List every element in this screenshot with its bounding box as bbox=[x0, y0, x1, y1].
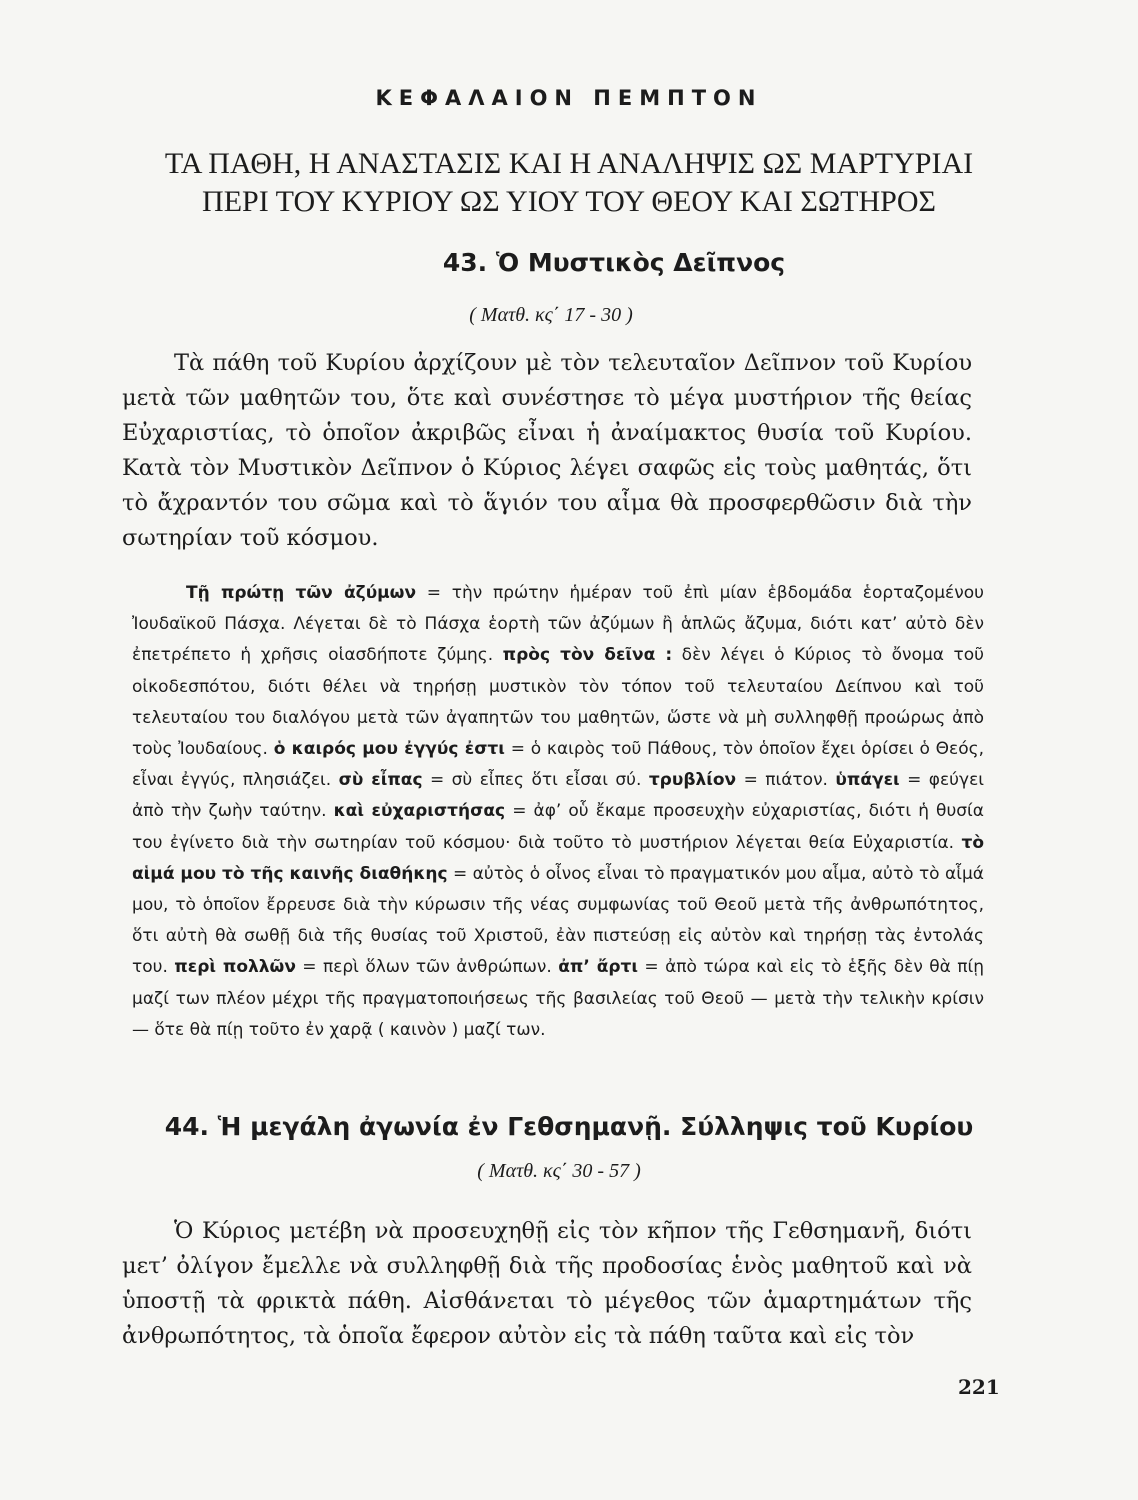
note-text: = ἀπὸ τώρα καὶ εἰς τὸ ἑξῆς δὲν θὰ πίῃ μαζί των πλέον μέχρι τῆς πραγματοποιήσεως τῆς βασιλείας τοῦ Θεοῦ — μετὰ τὴν τελικὴν κρίσιν — ὅτε θὰ πίῃ τοῦτο ἐν χαρᾷ ( καινὸν ) μαζί των. bbox=[132, 957, 985, 1040]
main-title-line-2: ΠΕΡΙ ΤΟΥ ΚΥΡΙΟΥ ΩΣ ΥΙΟΥ ΤΟΥ ΘΕΟΥ ΚΑΙ ΣΩΤΗΡΟΣ bbox=[202, 185, 936, 218]
note-text: = περὶ ὅλων τῶν ἀνθρώπων. bbox=[295, 957, 559, 978]
section-44-paragraph: Ὁ Κύριος μετέβη νὰ προσευχηθῇ εἰς τὸν κῆπον τῆς Γεθσημανῆ, διότι μετ’ ὀλίγον ἔμελλε νὰ συλληφθῇ διὰ τῆς προδοσίας ἑνὸς μαθητοῦ καὶ νὰ ὑποστῇ τὰ φρικτὰ πάθη. Αἰσθάνεται τὸ μέγεθος τῶν ἁμαρτημάτων τῆς ἀνθρωπότητος, τὰ ὁποῖα ἔφερον αὐτὸν εἰς τὰ πάθη ταῦτα καὶ εἰς τὸν bbox=[122, 1218, 972, 1349]
note-text: = σὺ εἶπες ὅτι εἶσαι σύ. bbox=[422, 770, 649, 791]
section-43-reference: ( Ματθ. κς΄ 17 - 30 ) bbox=[469, 304, 633, 326]
page-number: 221 bbox=[958, 1375, 1000, 1399]
note-term: ὁ καιρός μου ἐγγύς ἐστι bbox=[273, 739, 505, 760]
note-term: τρυβλίον bbox=[648, 770, 737, 791]
section-43-paragraph: Τὰ πάθη τοῦ Κυρίου ἀρχίζουν μὲ τὸν τελευταῖον Δεῖπνον τοῦ Κυρίου μετὰ τῶν μαθητῶν του, ὅτε καὶ συνέστησε τὸ μέγα μυστήριον τῆς θείας Εὐχαριστίας, τὸ ὁποῖον ἀκριβῶς εἶναι ἡ ἀναίμακτος θυσία τοῦ Κυρίου. Κατὰ τὸν Μυστικὸν Δεῖπνον ὁ Κύριος λέγει σαφῶς εἰς τοὺς μαθητάς, ὅτι τὸ ἄχραντόν του σῶμα καὶ τὸ ἅγιόν του αἷμα θὰ προσφερθῶσιν διὰ τὴν σωτηρίαν τοῦ κόσμου. bbox=[122, 350, 972, 551]
main-title-line-1: ΤΑ ΠΑΘΗ, Η ΑΝΑΣΤΑΣΙΣ ΚΑΙ Η ΑΝΑΛΗΨΙΣ ΩΣ ΜΑΡΤΥΡΙΑΙ bbox=[164, 147, 974, 180]
section-43-notes bbox=[132, 578, 984, 1046]
note-term: καὶ εὐχαριστήσας bbox=[333, 801, 506, 822]
note-term: σὺ εἶπας bbox=[338, 770, 423, 791]
note-text: = τὴν πρώτην ἡμέραν τοῦ ἐπὶ μίαν ἑβδομάδα ἑορταζομένου Ἰουδαϊκοῦ Πάσχα. Λέγεται δὲ τὸ Πάσχα ἑορτὴ τῶν ἀζύμων ἢ ἁπλῶς ἄζυμα, διότι κατ’ αὐτὸ δὲν ἐπετρέπετο ἡ χρῆσις οἱασδήποτε ζύμης. bbox=[132, 583, 984, 666]
section-43-title: 43. Ὁ Μυστικὸς Δεῖπνος bbox=[442, 248, 786, 277]
section-44-title: 44. Ἡ μεγάλη ἀγωνία ἐν Γεθσημανῇ. Σύλληψις τοῦ Κυρίου bbox=[164, 1112, 974, 1141]
note-term: ἀπ’ ἄρτι bbox=[558, 957, 639, 978]
note-text: = αὐτὸς ὁ οἶνος εἶναι τὸ πραγματικόν μου αἷμα, αὐτὸ τὸ αἷμά μου, τὸ ὁποῖον ἔρρευσε διὰ τὴν κύρωσιν τῆς νέας συμφωνίας τοῦ Θεοῦ μετὰ τῆς ἀνθρωπότητος, ὅτι αὐτὴ θὰ σωθῇ διὰ τῆς θυσίας τοῦ Χριστοῦ, ἐὰν πιστεύσῃ εἰς αὐτὸν καὶ τηρήσῃ τὰς ἐντολάς του. bbox=[132, 863, 984, 978]
note-text: = φεύγει ἀπὸ τὴν ζωὴν ταύτην. bbox=[132, 770, 985, 822]
note-term: τὸ αἱμά μου τὸ τῆς καινῆς διαθήκης bbox=[132, 832, 984, 884]
note-text: δὲν λέγει ὁ Κύριος τὸ ὄνομα τοῦ οἰκοδεσπότου, διότι θέλει νὰ τηρήσῃ μυστικὸν τὸν τόπον τοῦ τελευταίου Δείπνου καὶ τοῦ τελευταίου του διαλόγου μετὰ τῶν ἀγαπητῶν του μαθητῶν, ὥστε νὰ μὴ συλληφθῇ προώρως ἀπὸ τοὺς Ἰουδαίους. bbox=[132, 645, 984, 760]
note-text: = πιάτον. bbox=[736, 770, 836, 791]
section-44-reference: ( Ματθ. κς΄ 30 - 57 ) bbox=[477, 1160, 641, 1182]
note-term: ὑπάγει bbox=[835, 770, 900, 791]
main-title bbox=[100, 145, 1038, 221]
note-term: Τῇ πρώτῃ τῶν ἀζύμων bbox=[186, 583, 417, 603]
note-text: = ὁ καιρὸς τοῦ Πάθους, τὸν ὁποῖον ἔχει ὁρίσει ὁ Θεός, εἶναι ἐγγύς, πλησιάζει. bbox=[132, 739, 985, 791]
note-text: = ἀφ’ οὗ ἔκαμε προσευχὴν εὐχαριστίας, διότι ἡ θυσία του ἐγίνετο διὰ τὴν σωτηρίαν τοῦ κόσμου· διὰ τοῦτο τὸ μυστήριον λέγεται θεία Εὐχαριστία. bbox=[132, 801, 985, 853]
note-term: περὶ πολλῶν bbox=[174, 957, 296, 978]
chapter-heading: ΚΕΦΑΛΑΙΟΝ ΠΕΜΠΤΟΝ bbox=[375, 86, 763, 110]
note-term: πρὸς τὸν δεῖνα : bbox=[502, 645, 673, 666]
